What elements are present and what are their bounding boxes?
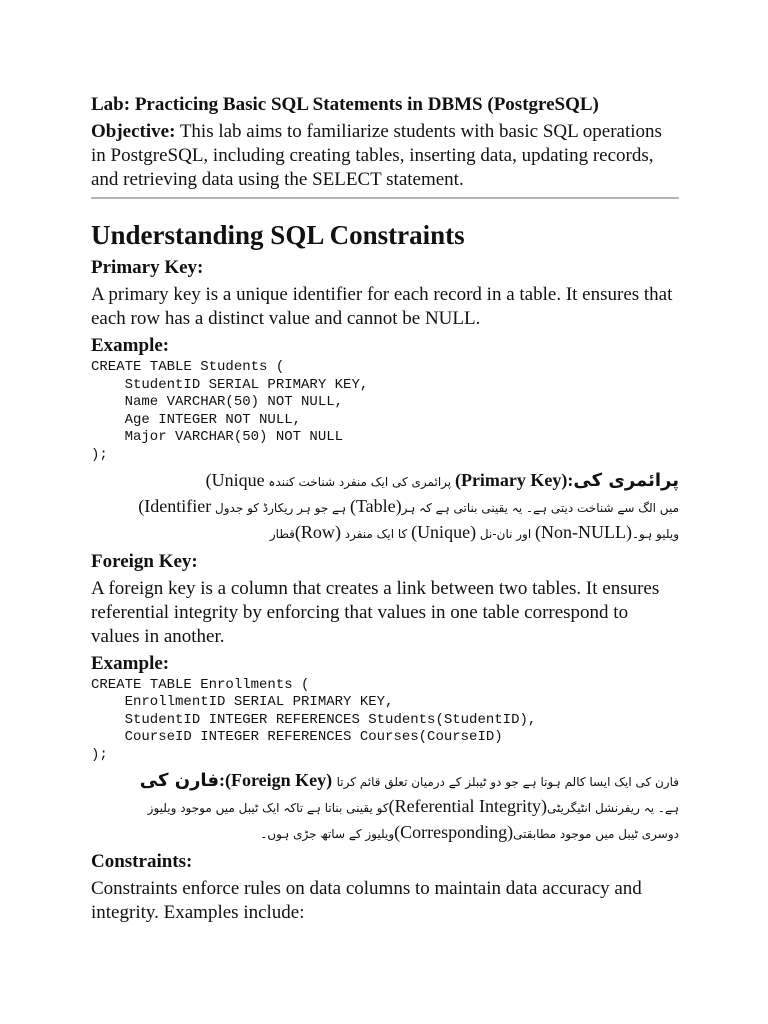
constraints-description: Constraints enforce rules on data columns to maintain data accuracy and integrity. Examples include: bbox=[91, 877, 642, 923]
primary-key-code-block: CREATE TABLE Students ( StudentID SERIAL PRIMARY KEY, Name VARCHAR(50) NOT NULL, Age INTEGER NOT NULL, Major VARCHAR(50) NOT NULL ); bbox=[91, 359, 369, 463]
urdu-text: ویلیوز کے ساتھ جڑی ہوں۔ bbox=[260, 826, 395, 841]
urdu-text: قطار bbox=[269, 526, 295, 541]
urdu-text: فارن کی ایک ایسا کالم ہوتا ہے جو دو ٹیبلز کے درمیان تعلق قائم کرتا bbox=[336, 774, 679, 789]
section-title: Understanding SQL Constraints bbox=[91, 220, 465, 250]
urdu-english-term: (Table) bbox=[349, 495, 402, 516]
objective-label: Objective: bbox=[91, 121, 176, 142]
foreign-key-description: A foreign key is a column that creates a link between two tables. It ensures referential integrity by enforcing that values in one table correspond to values in another. bbox=[91, 577, 660, 647]
urdu-line bbox=[91, 768, 679, 794]
constraints-heading: Constraints: bbox=[91, 850, 193, 872]
objective-paragraph bbox=[91, 120, 679, 192]
urdu-english-term: (Unique) bbox=[411, 521, 477, 542]
urdu-english-term: Identifier) bbox=[138, 495, 212, 516]
urdu-english-term: (Row) bbox=[294, 521, 341, 542]
urdu-line bbox=[91, 468, 679, 494]
urdu-text: میں الگ سے شناخت دیتی ہے۔ یہ یقینی بناتی ہے کہ ہر bbox=[401, 500, 679, 515]
horizontal-divider bbox=[91, 197, 679, 199]
urdu-line bbox=[91, 494, 679, 520]
objective-text: This lab aims to familiarize students with basic SQL operations in PostgreSQL, including creating tables, inserting data, updating records, and retrieving data using the SELECT statement. bbox=[91, 121, 662, 190]
urdu-english-term: (Non-NULL) bbox=[535, 521, 632, 542]
urdu-text: پرائمری کی ایک منفرد شناخت کنندہ bbox=[264, 474, 455, 489]
primary-key-example-label: Example: bbox=[91, 335, 170, 356]
urdu-heading-english: (Primary Key): bbox=[454, 469, 574, 490]
urdu-line bbox=[91, 794, 679, 820]
lab-title: Lab: Practicing Basic SQL Statements in DBMS (PostgreSQL) bbox=[91, 94, 599, 115]
foreign-key-heading: Foreign Key: bbox=[91, 550, 198, 572]
urdu-text: دوسری ٹیبل میں موجود مطابقتی bbox=[513, 826, 679, 841]
urdu-english-term: (Unique bbox=[205, 469, 265, 490]
urdu-english-term: (Referential Integrity) bbox=[388, 795, 547, 816]
primary-key-heading: Primary Key: bbox=[91, 257, 204, 278]
urdu-text: کا ایک منفرد bbox=[340, 526, 412, 541]
urdu-text: ہے۔ یہ ریفرنشل انٹیگریٹی bbox=[547, 800, 679, 815]
foreign-key-urdu-explanation bbox=[91, 768, 679, 846]
urdu-line bbox=[91, 520, 679, 546]
foreign-key-code-block: CREATE TABLE Enrollments ( EnrollmentID SERIAL PRIMARY KEY, StudentID INTEGER REFERENCES Students(StudentID), CourseID INTEGER REFERENCES Courses(CourseID) ); bbox=[91, 676, 537, 763]
urdu-english-term: (Corresponding) bbox=[394, 821, 514, 842]
urdu-heading-english: (Foreign Key): bbox=[218, 769, 337, 790]
foreign-key-example-label: Example: bbox=[91, 652, 170, 674]
urdu-text: ہے جو ہر ریکارڈ کو جدول bbox=[211, 500, 350, 515]
urdu-text: ویلیو ہو۔ bbox=[631, 526, 679, 541]
urdu-heading: فارن کی bbox=[139, 769, 219, 791]
urdu-heading: پرائمری کی bbox=[573, 469, 679, 491]
urdu-text: اور نان-نل bbox=[476, 526, 535, 541]
urdu-line bbox=[91, 820, 679, 846]
primary-key-description: A primary key is a unique identifier for each record in a table. It ensures that each row has a distinct value and cannot be NULL. bbox=[91, 284, 673, 329]
document-page bbox=[91, 92, 679, 925]
urdu-text: کو یقینی بناتا ہے تاکہ ایک ٹیبل میں موجود ویلیوز bbox=[147, 800, 389, 815]
primary-key-urdu-explanation bbox=[91, 468, 679, 546]
